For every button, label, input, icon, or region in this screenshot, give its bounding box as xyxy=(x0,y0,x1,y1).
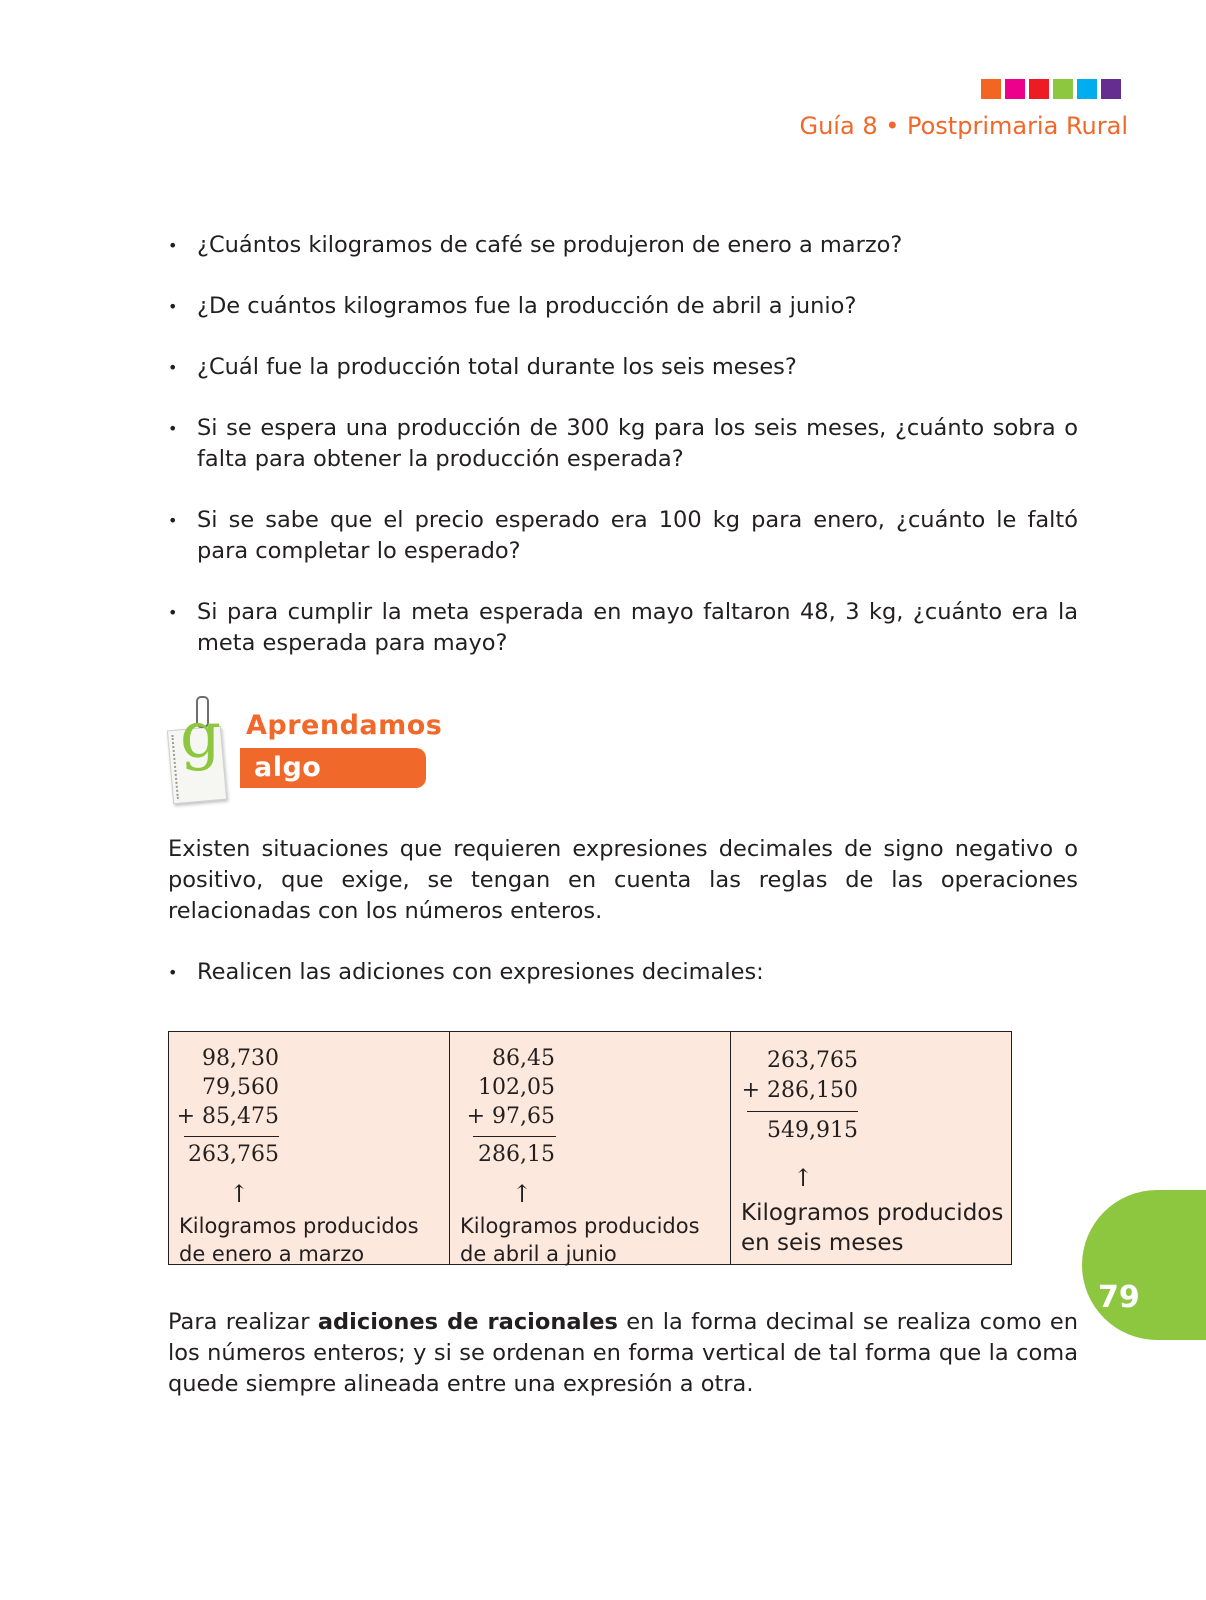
color-swatch xyxy=(1077,79,1097,99)
bullet: • xyxy=(168,511,178,530)
page-tab xyxy=(1082,1190,1206,1340)
caption: de abril a junio xyxy=(460,1242,617,1266)
color-swatch xyxy=(981,79,1001,99)
color-swatch xyxy=(1005,79,1025,99)
intro-paragraph: Existen situaciones que requieren expresiones decimales de signo negativo o positivo, que exige, se tengan en cuenta las reglas de las operaciones relacionadas con los números enteros. xyxy=(168,836,1078,924)
result: 286,15 xyxy=(478,1142,555,1167)
question-text: ¿De cuántos kilogramos fue la producción de abril a junio? xyxy=(197,293,857,319)
list-item xyxy=(168,597,1078,659)
sum-rule xyxy=(473,1136,556,1137)
question-text: Si para cumplir la meta esperada en mayo faltaron 48, 3 kg, ¿cuánto era la meta esperada para mayo? xyxy=(197,599,1078,656)
bullet: • xyxy=(168,236,178,255)
instruction-text: Realicen las adiciones con expresiones decimales: xyxy=(197,959,764,985)
question-text: Si se espera una producción de 300 kg para los seis meses, ¿cuánto sobra o falta para obtener la producción esperada? xyxy=(197,415,1078,472)
closing-text: en la forma decimal se realiza como en los números enteros; y si se ordenan en forma vertical de tal forma que la coma quede siempre alineada entre una expresión a otra. xyxy=(168,1309,1078,1397)
caption: en seis meses xyxy=(741,1230,904,1256)
addend: 102,05 xyxy=(478,1075,555,1100)
closing-text: Para realizar xyxy=(168,1309,318,1335)
bullet: • xyxy=(168,358,178,377)
list-item xyxy=(168,505,1078,567)
section-badge xyxy=(166,699,443,823)
up-arrow-icon: ↑ xyxy=(229,1180,250,1208)
color-swatch xyxy=(1029,79,1049,99)
question-text: ¿Cuántos kilogramos de café se produjeron de enero a marzo? xyxy=(197,232,903,258)
question-list xyxy=(168,230,1078,689)
caption: Kilogramos producidos xyxy=(741,1200,1004,1226)
instruction-item xyxy=(168,957,1078,988)
color-strip xyxy=(981,79,1121,99)
color-swatch xyxy=(1101,79,1121,99)
badge-title: Aprendamos xyxy=(246,710,443,741)
caption: Kilogramos producidos xyxy=(179,1214,419,1238)
color-swatch xyxy=(1053,79,1073,99)
addend: 263,765 xyxy=(767,1048,858,1073)
addend: + 97,65 xyxy=(466,1104,555,1129)
caption: de enero a marzo xyxy=(179,1242,365,1266)
question-text: ¿Cuál fue la producción total durante los seis meses? xyxy=(197,354,797,380)
page-number: 79 xyxy=(1098,1280,1140,1315)
result: 549,915 xyxy=(767,1118,858,1143)
list-item xyxy=(168,413,1078,475)
addend: + 286,150 xyxy=(741,1078,858,1103)
question-text: Si se sabe que el precio esperado era 100 kg para enero, ¿cuánto le faltó para completar lo esperado? xyxy=(197,507,1078,564)
addend: 86,45 xyxy=(492,1046,555,1071)
operation-cell xyxy=(450,1032,731,1264)
operation-cell xyxy=(169,1032,450,1264)
addend: + 85,475 xyxy=(176,1104,279,1129)
addend: 98,730 xyxy=(202,1046,279,1071)
operations-table xyxy=(168,1031,1012,1265)
badge-subtitle: algo nuevo xyxy=(240,748,426,788)
list-item xyxy=(168,291,1078,322)
addend: 79,560 xyxy=(202,1075,279,1100)
closing-paragraph xyxy=(168,1307,1078,1400)
bullet: • xyxy=(168,297,178,316)
list-item xyxy=(168,230,1078,261)
closing-bold-term: adiciones de racionales xyxy=(317,1309,618,1335)
sum-rule xyxy=(747,1111,858,1112)
caption: Kilogramos producidos xyxy=(460,1214,700,1238)
bullet: • xyxy=(168,419,178,438)
sum-rule xyxy=(184,1136,279,1137)
bullet: • xyxy=(168,603,178,622)
up-arrow-icon: ↑ xyxy=(512,1180,533,1208)
operation-cell xyxy=(731,1032,1011,1264)
bullet: • xyxy=(168,963,178,982)
up-arrow-icon: ↑ xyxy=(793,1164,814,1192)
header-title: Guía 8 • Postprimaria Rural xyxy=(799,112,1128,140)
result: 263,765 xyxy=(188,1142,279,1167)
badge-letter: g xyxy=(180,699,221,773)
list-item xyxy=(168,352,1078,383)
